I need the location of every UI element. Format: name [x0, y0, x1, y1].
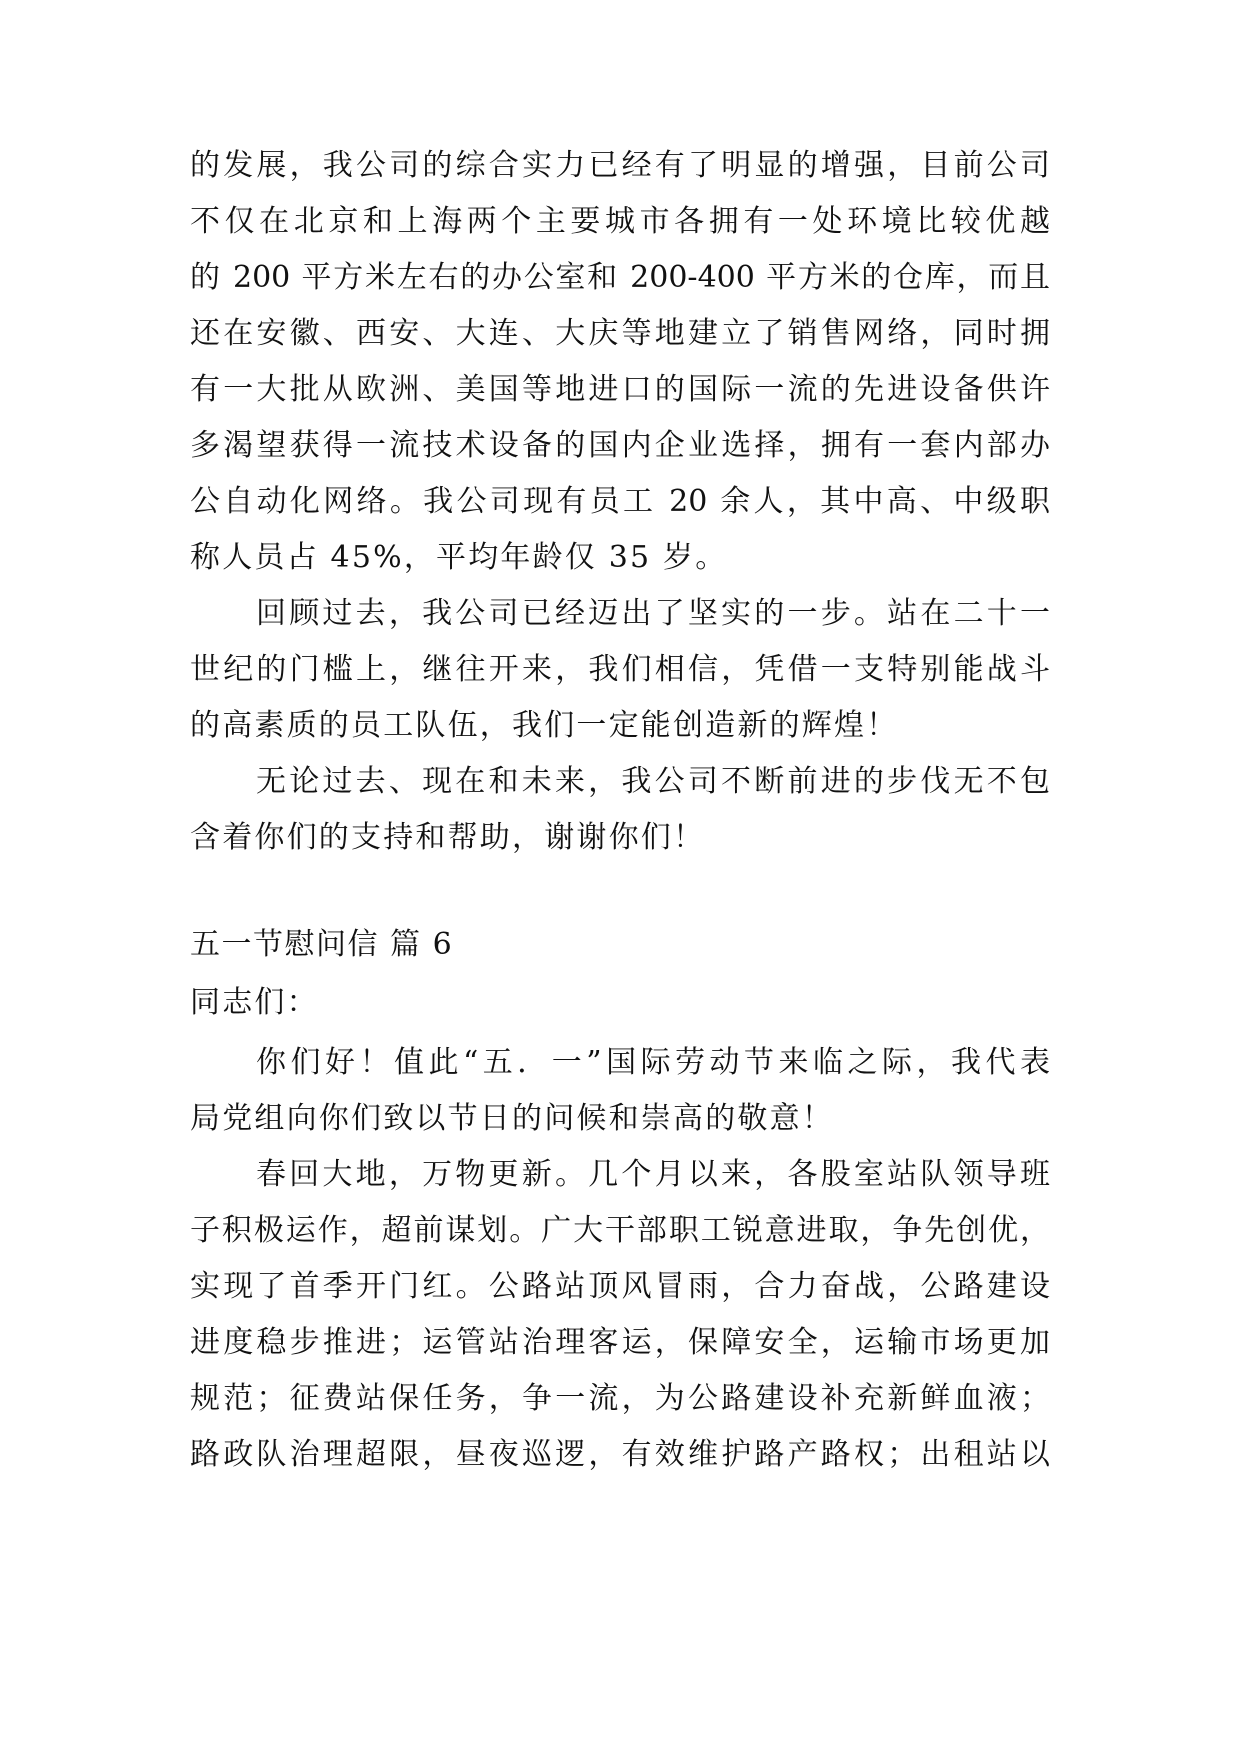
text-line: 多渴望获得一流技术设备的国内企业选择，拥有一套内部办 — [190, 428, 1050, 463]
paragraph-start-line: 无论过去、现在和未来，我公司不断前进的步伐无不包 — [256, 764, 1050, 799]
text-line: 还在安徽、西安、大连、大庆等地建立了销售网络，同时拥 — [190, 316, 1050, 351]
text-line: 子积极运作，超前谋划。广大干部职工锐意进取，争先创优， — [190, 1213, 1050, 1248]
paragraph-start-line: 回顾过去，我公司已经迈出了坚实的一步。站在二十一 — [256, 596, 1050, 631]
text-line: 进度稳步推进；运管站治理客运，保障安全，运输市场更加 — [190, 1325, 1050, 1360]
salutation: 同志们： — [190, 985, 319, 1020]
text-line: 实现了首季开门红。公路站顶风冒雨，合力奋战，公路建设 — [190, 1269, 1050, 1304]
text-line: 的发展，我公司的综合实力已经有了明显的增强，目前公司 — [190, 148, 1050, 183]
text-line: 不仅在北京和上海两个主要城市各拥有一处环境比较优越 — [190, 204, 1050, 239]
text-line: 称人员占 45%，平均年龄仅 35 岁。 — [190, 540, 728, 575]
text-line: 的 200 平方米左右的办公室和 200-400 平方米的仓库，而且 — [190, 260, 1050, 295]
text-line: 含着你们的支持和帮助，谢谢你们！ — [190, 820, 706, 855]
text-line: 有一大批从欧洲、美国等地进口的国际一流的先进设备供许 — [190, 372, 1050, 407]
text-line: 的高素质的员工队伍，我们一定能创造新的辉煌！ — [190, 708, 899, 743]
text-line: 公自动化网络。我公司现有员工 20 余人，其中高、中级职 — [190, 484, 1050, 519]
text-line: 规范；征费站保任务，争一流，为公路建设补充新鲜血液； — [190, 1381, 1050, 1416]
text-line: 路政队治理超限，昼夜巡逻，有效维护路产路权；出租站以 — [190, 1437, 1050, 1472]
text-line: 世纪的门槛上，继往开来，我们相信，凭借一支特别能战斗 — [190, 652, 1050, 687]
paragraph-start-line: 你们好！值此“五．一”国际劳动节来临之际，我代表 — [256, 1045, 1050, 1080]
text-line: 局党组向你们致以节日的问候和崇高的敬意！ — [190, 1101, 834, 1136]
paragraph-start-line: 春回大地，万物更新。几个月以来，各股室站队领导班 — [256, 1157, 1050, 1192]
section-title: 五一节慰问信 篇 6 — [190, 927, 454, 962]
